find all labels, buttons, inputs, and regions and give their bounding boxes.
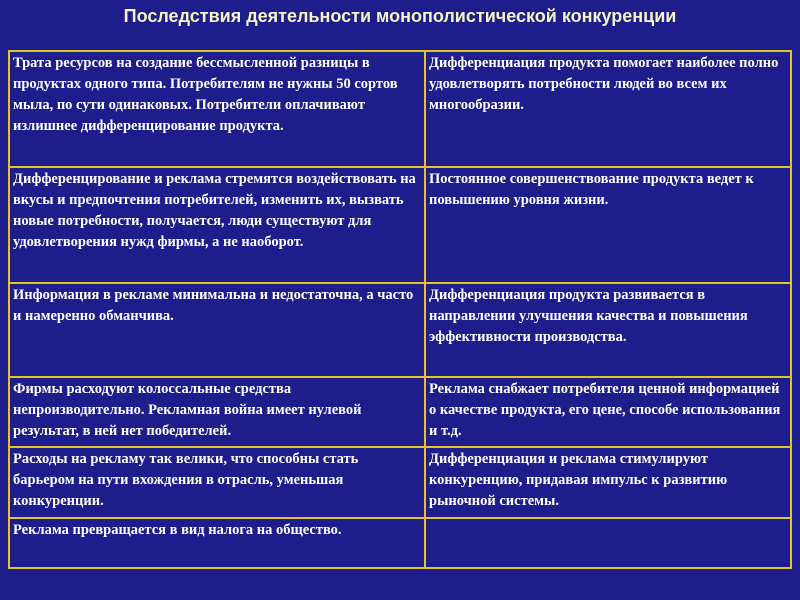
negative-consequence-cell: Расходы на рекламу так велики, что способны стать барьером на пути вхождения в отрасль, уменьшая конкуренции.	[9, 447, 425, 518]
positive-consequence-cell: Постоянное совершенствование продукта ведет к повышению уровня жизни.	[425, 167, 791, 283]
table-row	[9, 377, 791, 447]
positive-consequence-cell: Дифференциация и реклама стимулируют конкуренцию, придавая импульс к развитию рыночной системы.	[425, 447, 791, 518]
slide-title: Последствия деятельности монополистической конкуренции	[123, 6, 677, 26]
table-row	[9, 447, 791, 518]
table-row	[9, 167, 791, 283]
positive-consequence-cell: Дифференциация продукта помогает наиболее полно удовлетворять потребности людей во всем их многообразии.	[425, 51, 791, 167]
comparison-table	[8, 50, 792, 569]
table-row	[9, 51, 791, 167]
negative-consequence-cell: Трата ресурсов на создание бессмысленной разницы в продуктах одного типа. Потребителям не нужны 50 сортов мыла, по сути одинаковых. Потребители оплачивают излишнее дифференцирование продукта.	[9, 51, 425, 167]
positive-consequence-cell	[425, 518, 791, 568]
negative-consequence-cell: Фирмы расходуют колоссальные средства непроизводительно. Рекламная война имеет нулевой результат, в ней нет победителей.	[9, 377, 425, 447]
positive-consequence-cell: Дифференциация продукта развивается в направлении улучшения качества и повышения эффективности производства.	[425, 283, 791, 377]
table-row	[9, 518, 791, 568]
negative-consequence-cell: Дифференцирование и реклама стремятся воздействовать на вкусы и предпочтения потребителей, изменить их, вызвать новые потребности, получается, люди существуют для удовлетворения нужд фирмы, а не наоборот.	[9, 167, 425, 283]
negative-consequence-cell: Реклама превращается в вид налога на общество.	[9, 518, 425, 568]
table-row	[9, 283, 791, 377]
negative-consequence-cell: Информация в рекламе минимальна и недостаточна, а часто и намеренно обманчива.	[9, 283, 425, 377]
positive-consequence-cell: Реклама снабжает потребителя ценной информацией о качестве продукта, его цене, способе использования и т.д.	[425, 377, 791, 447]
